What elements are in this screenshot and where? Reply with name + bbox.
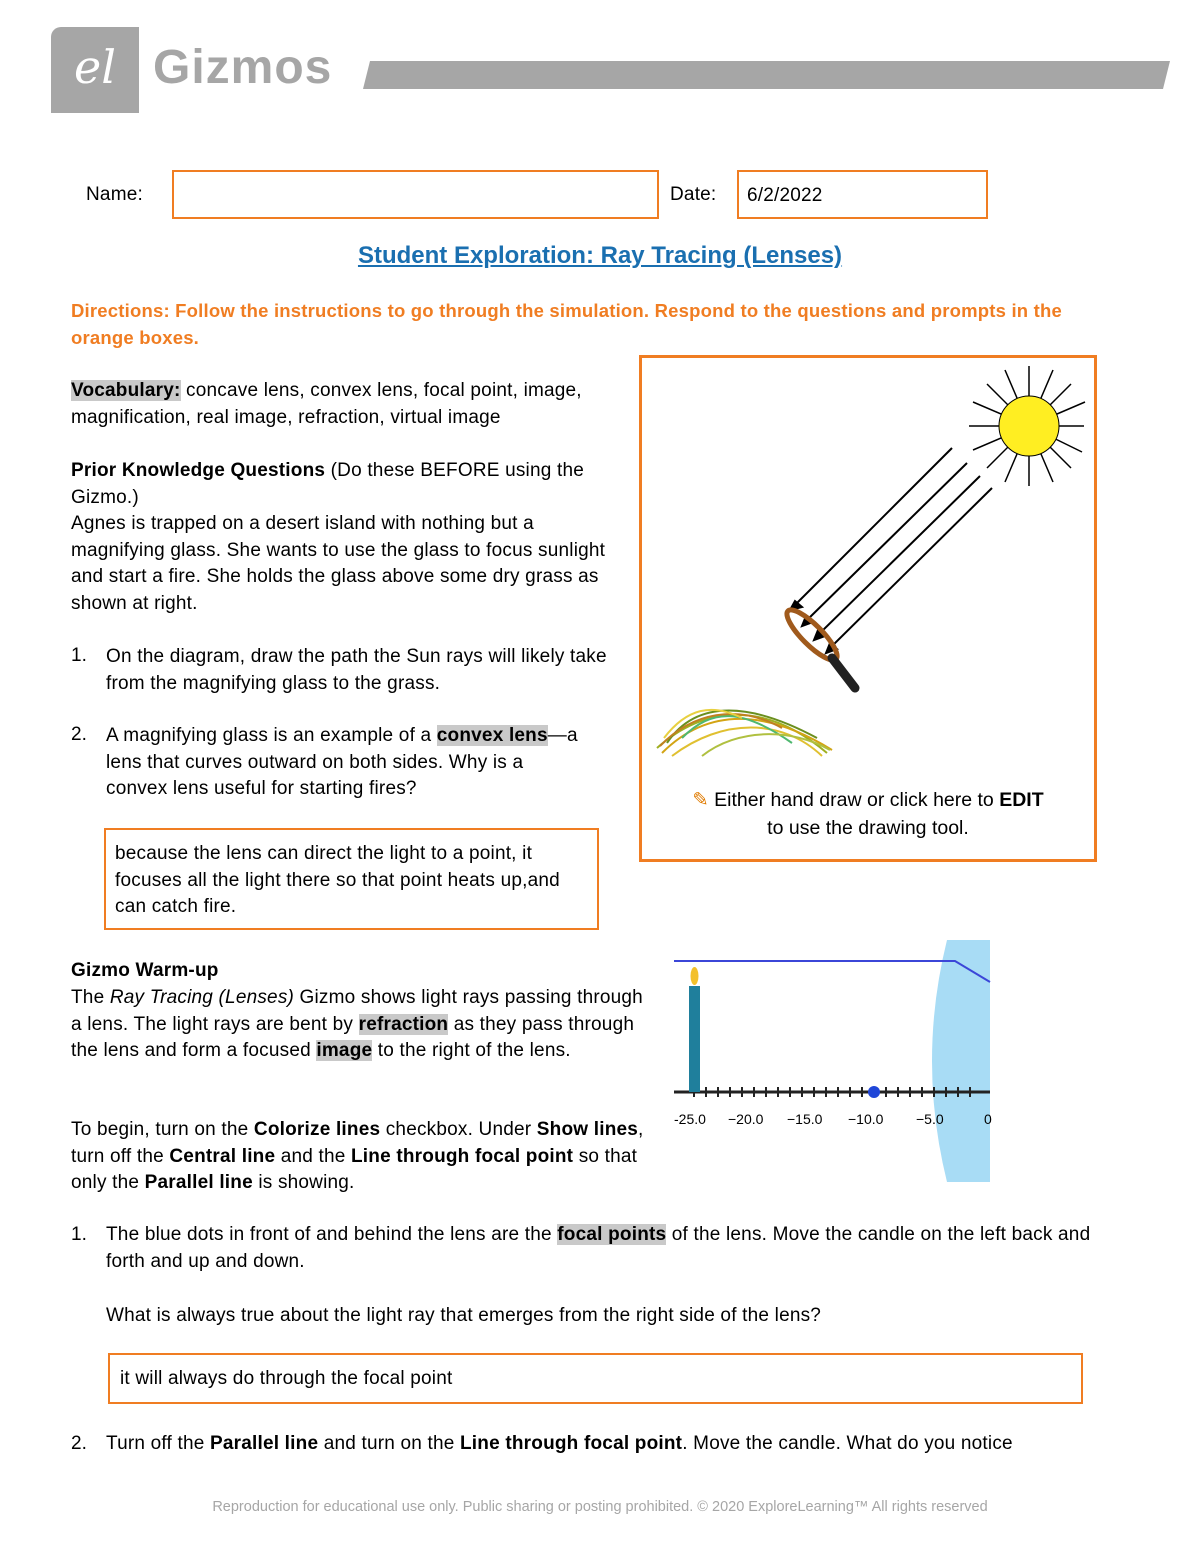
q1-number: 1. <box>71 645 87 666</box>
date-value: 6/2/2022 <box>747 185 823 206</box>
pencil-icon: ✎ <box>692 789 709 811</box>
warmup-paragraph-1 <box>71 985 651 1065</box>
vocabulary-terms: concave lens, convex lens, focal point, image, magnification, real image, refraction, virtual image <box>71 380 582 428</box>
prior-heading-note: (Do these BEFORE using the Gizmo.) <box>71 460 585 508</box>
caption-text-b: to use the drawing tool. <box>767 817 969 839</box>
tick-label: -25.0 <box>674 1111 706 1127</box>
sun-icon <box>969 366 1085 486</box>
warmup-heading: Gizmo Warm-up <box>71 960 219 981</box>
prior-heading: Prior Knowledge Questions <box>71 460 326 481</box>
light-rays <box>790 448 992 653</box>
warmup-answer-box[interactable] <box>108 1353 1083 1404</box>
directions: Directions: Follow the instructions to go through the simulation. Respond to the questions and prompts in the orange boxes. <box>71 300 1062 348</box>
w2-g: is showing. <box>252 1172 355 1193</box>
w2-c: checkbox. Under <box>380 1119 537 1140</box>
w1-c: as they pass through the lens and form a focused <box>71 1013 635 1061</box>
prior-answer-text: because the lens can direct the light to a point, it focuses all the light there so that point heats up,and can catch fire. <box>115 843 560 917</box>
tick-label: −10.0 <box>848 1111 884 1127</box>
wq2-c: and turn on the <box>318 1433 460 1454</box>
tick-label: −5.0 <box>916 1111 944 1127</box>
name-field[interactable] <box>172 170 659 219</box>
prior-knowledge-heading <box>71 458 631 511</box>
prior-question-1: On the diagram, draw the path the Sun rays will likely take from the magnifying glass to the grass. <box>106 646 607 694</box>
w2-b3: Central line <box>169 1145 276 1167</box>
grass-icon <box>657 710 832 756</box>
q2-number: 2. <box>71 724 87 745</box>
warmup-question-1-prompt: What is always true about the light ray that emerges from the right side of the lens? <box>106 1305 822 1326</box>
warmup-paragraph-2 <box>71 1117 651 1197</box>
gizmo-simulation <box>672 940 990 1182</box>
wq1-a: The blue dots in front of and behind the lens are the <box>106 1224 558 1245</box>
w2-d: , turn off the <box>71 1119 644 1167</box>
w1-italic: Ray Tracing (Lenses) <box>109 987 295 1008</box>
warmup-answer-text: it will always do through the focal point <box>120 1368 453 1389</box>
w2-a: To begin, turn on the <box>71 1119 254 1140</box>
q2-term: convex lens <box>436 725 548 746</box>
prior-answer-box[interactable] <box>104 828 599 930</box>
tick-label: −20.0 <box>728 1111 764 1127</box>
page-title: Student Exploration: Ray Tracing (Lenses) <box>357 242 843 269</box>
w2-b5: Parallel line <box>144 1172 253 1193</box>
w2-b2: Show lines <box>536 1119 639 1140</box>
caption-text-a: Either hand draw or click here to <box>714 789 1000 811</box>
wq1-b: of the lens. Move the candle on the left back and forth and up and down. <box>106 1224 1091 1272</box>
warmup-question-2 <box>106 1431 1136 1458</box>
q2-text-a: A magnifying glass is an example of a <box>106 725 437 746</box>
wq2-d: . Move the candle. What do you notice <box>682 1433 1013 1454</box>
drawing-figure[interactable] <box>639 355 1097 862</box>
tick-label: −15.0 <box>787 1111 823 1127</box>
candle-icon <box>689 967 700 1092</box>
wq1-number: 1. <box>71 1224 87 1245</box>
wq2-a: Turn off the <box>106 1433 210 1454</box>
name-label: Name: <box>86 184 143 205</box>
date-field[interactable] <box>737 170 988 219</box>
q2-text-b: —a lens that curves outward on both sides. Why is a convex lens useful for starting fires? <box>106 725 578 799</box>
date-label: Date: <box>670 184 717 205</box>
logo-mark-text: el <box>74 40 116 94</box>
simulation-drawing <box>672 940 990 1182</box>
caption-edit[interactable]: EDIT <box>999 789 1044 811</box>
figure-caption <box>642 786 1094 842</box>
w2-b1: Colorize lines <box>253 1119 381 1140</box>
warmup-question-1 <box>106 1222 1116 1275</box>
header-bar <box>363 61 1170 89</box>
w1-term-image: image <box>316 1040 373 1061</box>
wq2-b2: Line through focal point <box>460 1433 683 1454</box>
w1-term-refraction: refraction <box>358 1013 449 1035</box>
vocabulary-label: Vocabulary: <box>71 380 181 401</box>
w2-f: so that only the <box>71 1145 638 1193</box>
sun-magnifier-illustration <box>642 358 1094 778</box>
wq2-b1: Parallel line <box>210 1433 319 1454</box>
w1-d: to the right of the lens. <box>372 1040 571 1061</box>
prior-question-2 <box>106 723 586 803</box>
brand-name: Gizmos <box>153 41 333 94</box>
footer: Reproduction for educational use only. Public sharing or posting prohibited. © 2020 ExploreLearning™ All rights reserved <box>212 1499 988 1515</box>
vocabulary <box>71 378 631 431</box>
wq2-number: 2. <box>71 1433 87 1454</box>
tick-label: 0 <box>984 1111 992 1127</box>
w1-a: The <box>71 987 110 1008</box>
w1-b: Gizmo shows light rays passing through a lens. The light rays are bent by <box>71 987 643 1035</box>
prior-intro: Agnes is trapped on a desert island with nothing but a magnifying glass. She wants to use the glass to focus sunlight and start a fire. She holds the glass above some dry grass as shown at right. <box>71 513 606 614</box>
w2-b4: Line through focal point <box>351 1145 574 1167</box>
w2-e: and the <box>275 1145 351 1167</box>
magnifying-glass-icon <box>781 604 855 688</box>
focal-point-dot <box>868 1086 880 1098</box>
wq1-term: focal points <box>557 1224 667 1245</box>
